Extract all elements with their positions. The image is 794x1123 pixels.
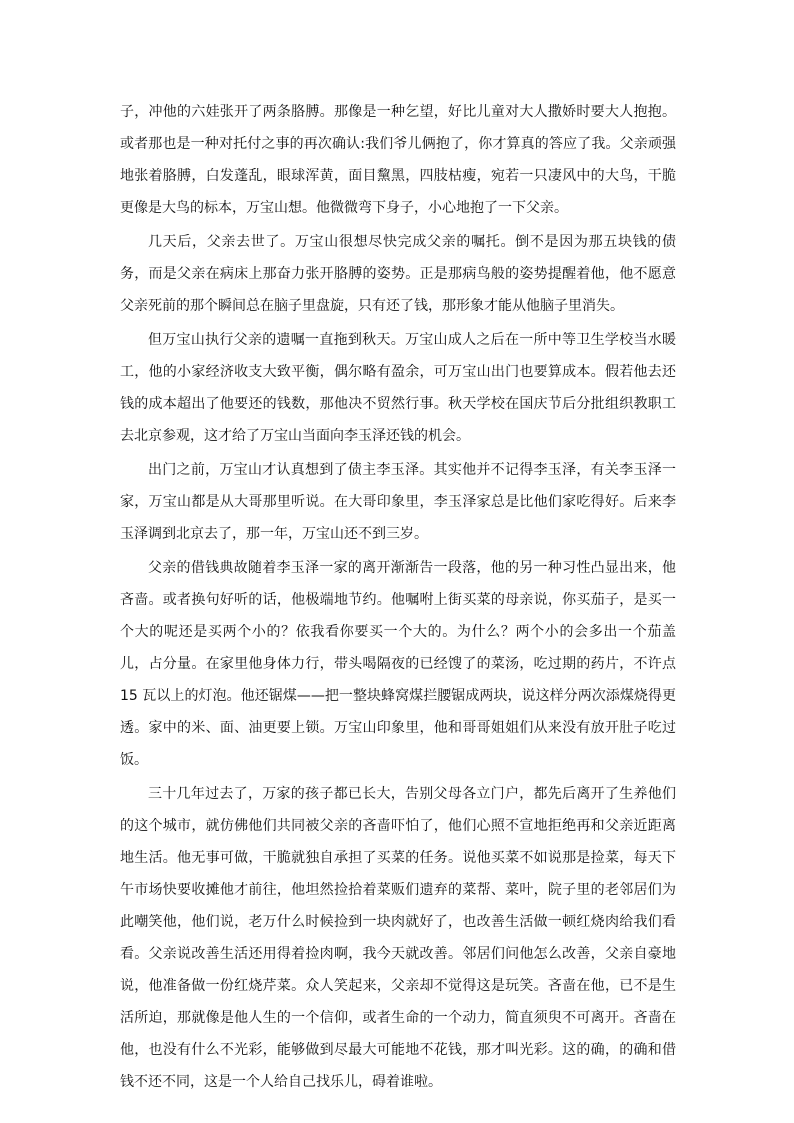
paragraph-2: 几天后，父亲去世了。万宝山很想尽快完成父亲的嘱托。倒不是因为那五块钱的债务，而是父亲在病床上那奋力张开胳膊的姿势。正是那病鸟般的姿势提醒着他，他不愿意父亲死前的那个瞬间总在脑子里盘旋，只有还了钱，那形象才能从他脑子里消失。 — [120, 234, 676, 314]
paragraph-5: 父亲的借钱典故随着李玉泽一家的离开渐渐告一段落，他的另一种习性凸显出来，他吝啬。或者换句好听的话，他极端地节约。他嘱咐上街买菜的母亲说，你买茄子，是买一个大的呢还是买两个小的？依我看你要买一个大的。为什么？两个小的会多出一个茄盖儿，占分量。在家里他身体力行，带头喝隔夜的已经馊了的菜汤，吃过期的药片，不许点 15 瓦以上的灯泡。他还锯煤——把一整块蜂窝煤拦腰锯成两块，说这样分两次添煤烧得更透。家中的米、面、油更要上锁。万宝山印象里，他和哥哥姐姐们从来没有放开肚子吃过饭。 — [120, 560, 676, 768]
paragraph-1: 子，冲他的六娃张开了两条胳膊。那像是一种乞望，好比儿童对大人撒娇时要大人抱抱。或者那也是一种对托付之事的再次确认:我们爷儿俩抱了，你才算真的答应了我。父亲顽强地张着胳膊，白发蓬乱，眼球浑黄，面目黧黑，四肢枯瘦，宛若一只凄风中的大鸟，干脆更像是大鸟的标本，万宝山想。他微微弯下身子，小心地抱了一下父亲。 — [120, 104, 676, 216]
paragraph-6: 三十几年过去了，万家的孩子都已长大，告别父母各立门户，都先后离开了生养他们的这个城市，就仿佛他们共同被父亲的吝啬吓怕了，他们心照不宣地拒绝再和父亲近距离地生活。他无事可做，干脆就独自承担了买菜的任务。说他买菜不如说那是捡菜，每天下午市场快要收摊他才前往，他坦然捡拾着菜贩们遗弃的菜帮、菜叶，院子里的老邻居们为此嘲笑他，他们说，老万什么时候捡到一块肉就好了，也改善生活做一顿红烧肉给我们看看。父亲说改善生活还用得着捡肉啊，我今天就改善。邻居们问他怎么改善，父亲自豪地说，他准备做一份红烧芹菜。众人笑起来，父亲却不觉得这是玩笑。吝啬在他，已不是生活所迫，那就像是他人生的一个信仰，或者生命的一个动力，简直须臾不可离开。吝啬在他，也没有什么不光彩，能够做到尽最大可能地不花钱，那才叫光彩。这的确，的确和借钱不还不同，这是一个人给自己找乐儿，碍着谁啦。 — [120, 786, 676, 1090]
document-page — [120, 96, 676, 1100]
paragraph-4: 出门之前，万宝山才认真想到了债主李玉泽。其实他并不记得李玉泽，有关李玉泽一家，万宝山都是从大哥那里听说。在大哥印象里，李玉泽家总是比他们家吃得好。后来李玉泽调到北京去了，那一年，万宝山还不到三岁。 — [120, 462, 676, 542]
paragraph-3: 但万宝山执行父亲的遗嘱一直拖到秋天。万宝山成人之后在一所中等卫生学校当水暖工，他的小家经济收支大致平衡，偶尔略有盈余，可万宝山出门也要算成本。假若他去还钱的成本超出了他要还的钱数，那他决不贸然行事。秋天学校在国庆节后分批组织教职工去北京参观，这才给了万宝山当面向李玉泽还钱的机会。 — [120, 332, 676, 444]
